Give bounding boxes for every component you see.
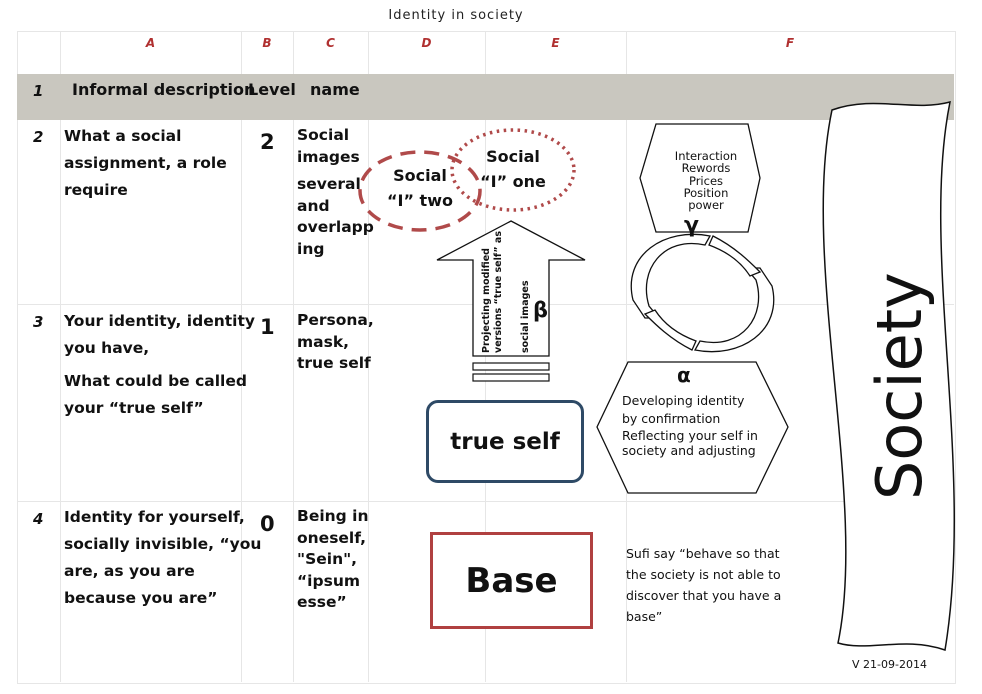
row-3-name: Persona, mask, true self <box>297 311 374 372</box>
row-3-description: Your identity, identity you have, What could be called your “true self” <box>64 312 255 417</box>
row-number: 1 <box>33 82 44 100</box>
base-box: Base <box>430 532 593 629</box>
row-number: 4 <box>33 510 44 528</box>
header-name: name <box>310 80 360 99</box>
row-4-description: Identity for yourself, socially invisible, “you are, as you are because you are” <box>64 508 262 607</box>
column-letter-e: E <box>551 36 560 50</box>
cycle-arrows-icon <box>631 234 773 351</box>
column-letter-d: D <box>421 36 432 50</box>
row-number: 2 <box>33 128 44 146</box>
row-number: 3 <box>33 313 44 331</box>
arrow-bar <box>473 363 549 370</box>
column-letter-f: F <box>785 36 795 50</box>
arrow-caption: Projecting modified <box>481 248 492 353</box>
arrow-caption: versions “true self” as <box>493 231 504 353</box>
column-letter-a: A <box>145 36 156 50</box>
row-4-name: Being in oneself, "Sein", “ipsum esse” <box>297 507 369 611</box>
gamma-label: γ <box>684 213 699 238</box>
column-letter-c: C <box>326 36 335 50</box>
row-4-level: 0 <box>260 512 275 536</box>
beta-label: β <box>533 298 549 322</box>
version-label: V 21-09-2014 <box>852 658 927 671</box>
social-two-label: Social <box>393 166 447 185</box>
arrow-bar <box>473 374 549 381</box>
society-label: Society <box>863 272 936 500</box>
header-description: Informal description <box>72 80 256 99</box>
top-arrow-text: Interaction Rewords Prices Position power <box>674 149 738 213</box>
page-title: Identity in society <box>388 8 524 23</box>
social-one-label: “I” one <box>480 172 546 191</box>
bottom-arrow-text: Developing identity by confirmation Reflecting your self in society and adjusting <box>622 393 758 458</box>
social-two-label: “I” two <box>387 191 453 210</box>
social-one-label: Social <box>486 147 540 166</box>
row-3-level: 1 <box>260 315 275 339</box>
column-letter-b: B <box>262 36 272 50</box>
header-level: Level <box>248 80 296 99</box>
row-2-level: 2 <box>260 130 275 154</box>
sufi-quote: Sufi say “behave so that the society is not able to discover that you have a base” <box>626 546 782 624</box>
row-2-description: What a social assignment, a role require <box>64 127 227 199</box>
true-self-box: true self <box>426 400 584 483</box>
row-2-name: Social images several and overlapp ing <box>297 126 374 258</box>
arrow-caption-bold: social images <box>520 280 531 353</box>
alpha-label: α <box>677 363 691 387</box>
up-arrow <box>437 221 585 356</box>
